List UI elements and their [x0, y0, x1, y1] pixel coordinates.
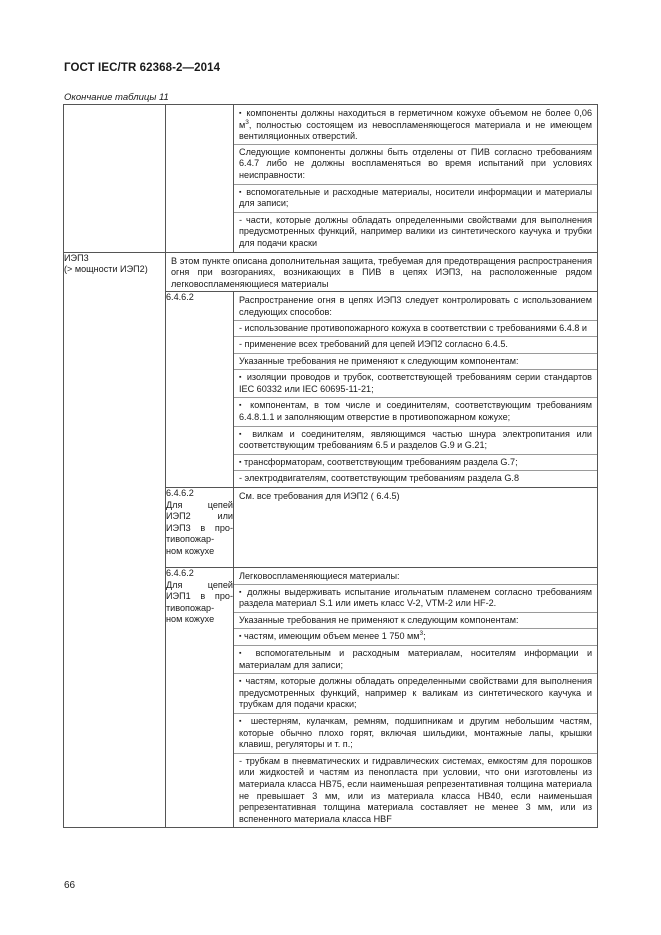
text-block: - части, которые должны обладать определенными свойствами для выполнения предусмотренных функций, например валики из синтетического каучука и трубки для подачи краски: [234, 212, 597, 252]
text-block: ▪ изоляции проводов и трубок, соответствующей требованиям серии стандартов IEC 60332 или IEC 60695-11-21;: [234, 369, 597, 397]
text-block: ▪ вилкам и соединителям, являющимся частью шнура электропитания или соответствующим требованиям 6.5 и разделов G.9 и G.21;: [234, 426, 597, 454]
text-block: ▪ компоненты должны находиться в герметичном кожухе объемом не более 0,06 $м^3$, полностью состоящем из невоспламеняющегося материала и не имеющем вентиляционных отверстий.: [239, 108, 593, 142]
page-number: 66: [64, 880, 76, 891]
text-block: ▪ шестерням, кулачкам, ремням, подшипникам и другим небольшим частям, которые обычно плохо горят, включая шильдики, монтажные лапы, крышки клавиш, регуляторы и т. п.;: [234, 713, 597, 753]
document-header: ГОСТ IEC/TR 62368-2—2014: [64, 62, 221, 74]
group-intro: В этом пункте описана дополнительная защита, требуемая для предотвращения распространения огня при возгораниях, возникающих в ПИВ в цепях ИЭП3, на расположенные рядом легковоспламеняющиеся материалы: [166, 252, 598, 292]
text-block: Указанные требования не применяют к следующим компонентам:: [234, 612, 597, 629]
text-block: Указанные требования не применяют к следующим компонентам:: [234, 353, 597, 370]
text-block: ▪ компонентам, в том числе и соединителям, соответствующим требованиям 6.4.8.1.1 и заполняющим отверстие в противопожарном кожухе;: [234, 397, 597, 425]
requirements-table: [63, 104, 598, 828]
table-row: [64, 252, 598, 292]
table-caption: Окончание таблицы 11: [64, 92, 169, 103]
text-block: ▪ вспомогательным и расходным материалам, носителям информации и материалам для записи;: [234, 645, 597, 673]
group-label: ИЭП3 (> мощности ИЭП2): [64, 252, 166, 828]
text-block: - трубкам в пневматических и гидравлических системах, емкостям для порошков или жидкостей и частям из пенопласта при условии, что они изготовлены из материала класса HB75, если наименьшая репрезентативная толщина материала не превышает 3 мм, или из материала класса HB40, если наименьшая репрезентативная толщина материала составляет не менее 3 мм, или из вспененного материала класса HBF: [234, 753, 597, 828]
clause-cell: 6.4.6.2 Для цепей ИЭП2 или ИЭП3 в про- тивопожар- ном кожухе: [166, 488, 234, 568]
text-block: ▪ трансформаторам, соответствующим требованиям раздела G.7;: [234, 454, 597, 471]
text-block: ▪ частям, имеющим объем менее 1 750 $мм^3$;: [234, 628, 597, 645]
text-block: - применение всех требований для цепей ИЭП2 согласно 6.4.5.: [234, 336, 597, 353]
clause-cell: 6.4.6.2 Для цепей ИЭП1 в про- тивопожар- ном кожухе: [166, 568, 234, 828]
text-block: ▪ частям, которые должны обладать определенными свойствами для выполнения предусмотренных функций, например к валикам из синтетического каучука и трубкам для подачи краски;: [234, 673, 597, 713]
text-block: ▪ вспомогательные и расходные материалы, носители информации и материалы для записи;: [234, 184, 597, 212]
clause-cell: 6.4.6.2: [166, 292, 234, 488]
text-block: - использование противопожарного кожуха в соответствии с требованиями 6.4.8 и: [234, 320, 597, 337]
text-block: Следующие компоненты должны быть отделены от ПИВ согласно требованиям 6.4.7 либо не должны воспламеняться во время испытаний при условиях неисправности:: [234, 144, 597, 184]
text-block: См. все требования для ИЭП2 ( 6.4.5): [239, 491, 400, 502]
text-block: - электродвигателям, соответствующим требованиям раздела G.8: [234, 470, 597, 487]
text-block: Распространение огня в цепях ИЭП3 следует контролировать с использованием следующих способов:: [239, 295, 592, 317]
text-block: Легковоспламеняющиеся материалы:: [239, 571, 400, 582]
text-block: ▪ должны выдерживать испытание игольчатым пламенем согласно требованиям раздела материал S.1 или иметь класс V-2, VTM-2 или HF-2.: [234, 584, 597, 612]
table-row: [64, 105, 598, 253]
